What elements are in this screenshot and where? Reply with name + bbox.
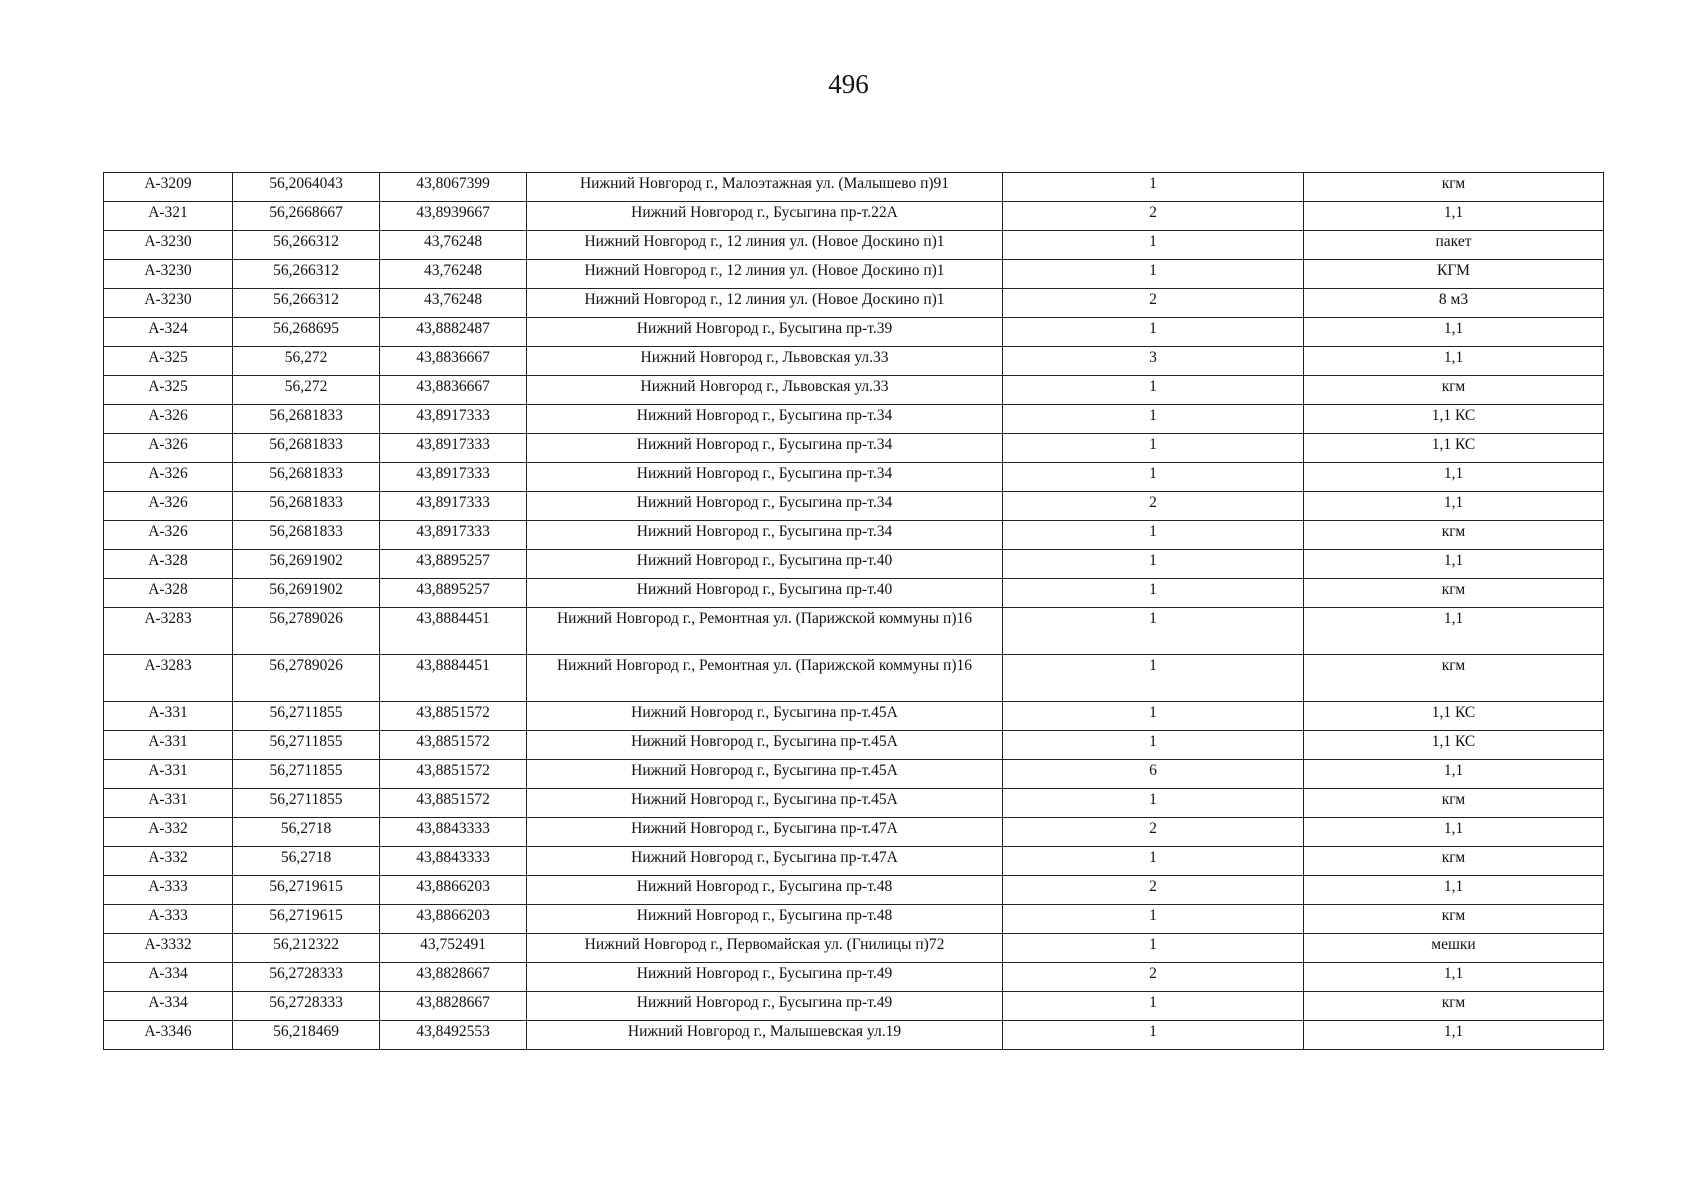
quantity-cell: 1	[1003, 702, 1304, 731]
address-cell: Нижний Новгород г., Бусыгина пр-т.49	[527, 992, 1003, 1021]
latitude-cell: 56,266312	[233, 260, 380, 289]
quantity-cell: 1	[1003, 608, 1304, 655]
quantity-cell: 2	[1003, 492, 1304, 521]
longitude-cell: 43,8866203	[380, 905, 527, 934]
table-row	[104, 492, 1604, 521]
longitude-cell: 43,8067399	[380, 173, 527, 202]
address-cell: Нижний Новгород г., Малоэтажная ул. (Малышево п)91	[527, 173, 1003, 202]
container-type-cell: 1,1	[1304, 876, 1604, 905]
container-type-cell: 1,1	[1304, 963, 1604, 992]
longitude-cell: 43,8851572	[380, 760, 527, 789]
latitude-cell: 56,2691902	[233, 579, 380, 608]
latitude-cell: 56,272	[233, 347, 380, 376]
longitude-cell: 43,76248	[380, 289, 527, 318]
table-row	[104, 405, 1604, 434]
address-cell: Нижний Новгород г., Бусыгина пр-т.40	[527, 579, 1003, 608]
table-row	[104, 202, 1604, 231]
address-cell: Нижний Новгород г., Бусыгина пр-т.47А	[527, 818, 1003, 847]
longitude-cell: 43,8828667	[380, 963, 527, 992]
container-type-cell: 1,1	[1304, 608, 1604, 655]
table-row	[104, 521, 1604, 550]
latitude-cell: 56,2711855	[233, 731, 380, 760]
table-row	[104, 760, 1604, 789]
table-row	[104, 434, 1604, 463]
site-id-cell: А-328	[104, 550, 233, 579]
container-type-cell: кгм	[1304, 847, 1604, 876]
address-cell: Нижний Новгород г., Бусыгина пр-т.22А	[527, 202, 1003, 231]
container-type-cell: 1,1	[1304, 550, 1604, 579]
address-cell: Нижний Новгород г., Бусыгина пр-т.47А	[527, 847, 1003, 876]
latitude-cell: 56,272	[233, 376, 380, 405]
table-row	[104, 702, 1604, 731]
container-type-cell: 1,1 КС	[1304, 405, 1604, 434]
quantity-cell: 1	[1003, 318, 1304, 347]
address-cell: Нижний Новгород г., Бусыгина пр-т.45А	[527, 731, 1003, 760]
site-id-cell: А-326	[104, 521, 233, 550]
quantity-cell: 1	[1003, 260, 1304, 289]
container-type-cell: мешки	[1304, 934, 1604, 963]
address-cell: Нижний Новгород г., Львовская ул.33	[527, 376, 1003, 405]
latitude-cell: 56,2691902	[233, 550, 380, 579]
longitude-cell: 43,8917333	[380, 521, 527, 550]
address-cell: Нижний Новгород г., Бусыгина пр-т.48	[527, 876, 1003, 905]
address-cell: Нижний Новгород г., Ремонтная ул. (Парижской коммуны п)16	[527, 608, 1003, 655]
address-cell: Нижний Новгород г., Бусыгина пр-т.34	[527, 434, 1003, 463]
table-row	[104, 318, 1604, 347]
site-id-cell: А-3346	[104, 1021, 233, 1050]
container-type-cell: 1,1	[1304, 760, 1604, 789]
quantity-cell: 1	[1003, 1021, 1304, 1050]
quantity-cell: 1	[1003, 434, 1304, 463]
latitude-cell: 56,2718	[233, 847, 380, 876]
container-sites-table	[103, 172, 1604, 1050]
container-type-cell: кгм	[1304, 905, 1604, 934]
address-cell: Нижний Новгород г., Львовская ул.33	[527, 347, 1003, 376]
table-row	[104, 992, 1604, 1021]
table-row	[104, 608, 1604, 655]
table-row	[104, 655, 1604, 702]
latitude-cell: 56,2728333	[233, 992, 380, 1021]
site-id-cell: А-3209	[104, 173, 233, 202]
quantity-cell: 1	[1003, 550, 1304, 579]
latitude-cell: 56,2681833	[233, 434, 380, 463]
address-cell: Нижний Новгород г., Бусыгина пр-т.45А	[527, 702, 1003, 731]
latitude-cell: 56,266312	[233, 231, 380, 260]
table-row	[104, 934, 1604, 963]
address-cell: Нижний Новгород г., Бусыгина пр-т.49	[527, 963, 1003, 992]
longitude-cell: 43,8851572	[380, 789, 527, 818]
latitude-cell: 56,2728333	[233, 963, 380, 992]
container-type-cell: кгм	[1304, 992, 1604, 1021]
quantity-cell: 1	[1003, 992, 1304, 1021]
longitude-cell: 43,8917333	[380, 434, 527, 463]
longitude-cell: 43,8843333	[380, 847, 527, 876]
site-id-cell: А-334	[104, 963, 233, 992]
site-id-cell: А-321	[104, 202, 233, 231]
container-type-cell: кгм	[1304, 521, 1604, 550]
quantity-cell: 1	[1003, 376, 1304, 405]
container-type-cell: КГМ	[1304, 260, 1604, 289]
table-row	[104, 579, 1604, 608]
container-type-cell: 1,1 КС	[1304, 434, 1604, 463]
quantity-cell: 1	[1003, 231, 1304, 260]
site-id-cell: А-331	[104, 760, 233, 789]
site-id-cell: А-324	[104, 318, 233, 347]
address-cell: Нижний Новгород г., Бусыгина пр-т.48	[527, 905, 1003, 934]
container-type-cell: 1,1	[1304, 347, 1604, 376]
quantity-cell: 1	[1003, 173, 1304, 202]
site-id-cell: А-325	[104, 347, 233, 376]
latitude-cell: 56,218469	[233, 1021, 380, 1050]
container-type-cell: 1,1	[1304, 463, 1604, 492]
table-row	[104, 376, 1604, 405]
container-type-cell: 1,1	[1304, 1021, 1604, 1050]
quantity-cell: 1	[1003, 521, 1304, 550]
latitude-cell: 56,2789026	[233, 608, 380, 655]
container-type-cell: пакет	[1304, 231, 1604, 260]
longitude-cell: 43,8895257	[380, 579, 527, 608]
longitude-cell: 43,8917333	[380, 463, 527, 492]
longitude-cell: 43,8492553	[380, 1021, 527, 1050]
site-id-cell: А-333	[104, 905, 233, 934]
quantity-cell: 1	[1003, 847, 1304, 876]
latitude-cell: 56,2719615	[233, 876, 380, 905]
quantity-cell: 6	[1003, 760, 1304, 789]
site-id-cell: А-326	[104, 434, 233, 463]
address-cell: Нижний Новгород г., Бусыгина пр-т.34	[527, 405, 1003, 434]
site-id-cell: А-334	[104, 992, 233, 1021]
table-row	[104, 260, 1604, 289]
table-row	[104, 231, 1604, 260]
page-number: 496	[828, 69, 869, 99]
site-id-cell: А-332	[104, 818, 233, 847]
address-cell: Нижний Новгород г., 12 линия ул. (Новое Доскино п)1	[527, 289, 1003, 318]
quantity-cell: 1	[1003, 405, 1304, 434]
longitude-cell: 43,8828667	[380, 992, 527, 1021]
container-type-cell: кгм	[1304, 579, 1604, 608]
table-row	[104, 847, 1604, 876]
address-cell: Нижний Новгород г., Первомайская ул. (Гнилицы п)72	[527, 934, 1003, 963]
container-type-cell: 1,1 КС	[1304, 702, 1604, 731]
latitude-cell: 56,2711855	[233, 789, 380, 818]
site-id-cell: А-326	[104, 492, 233, 521]
longitude-cell: 43,8884451	[380, 655, 527, 702]
table-row	[104, 173, 1604, 202]
address-cell: Нижний Новгород г., Ремонтная ул. (Парижской коммуны п)16	[527, 655, 1003, 702]
latitude-cell: 56,2681833	[233, 463, 380, 492]
latitude-cell: 56,2681833	[233, 492, 380, 521]
table-row	[104, 347, 1604, 376]
site-id-cell: А-328	[104, 579, 233, 608]
container-type-cell: кгм	[1304, 655, 1604, 702]
site-id-cell: А-331	[104, 702, 233, 731]
quantity-cell: 1	[1003, 463, 1304, 492]
table-row	[104, 1021, 1604, 1050]
address-cell: Нижний Новгород г., Бусыгина пр-т.39	[527, 318, 1003, 347]
site-id-cell: А-331	[104, 789, 233, 818]
site-id-cell: А-3230	[104, 231, 233, 260]
table-body	[104, 173, 1604, 1050]
latitude-cell: 56,2718	[233, 818, 380, 847]
latitude-cell: 56,2668667	[233, 202, 380, 231]
container-type-cell: кгм	[1304, 789, 1604, 818]
longitude-cell: 43,76248	[380, 231, 527, 260]
quantity-cell: 2	[1003, 202, 1304, 231]
quantity-cell: 1	[1003, 579, 1304, 608]
site-id-cell: А-3332	[104, 934, 233, 963]
longitude-cell: 43,8836667	[380, 347, 527, 376]
site-id-cell: А-326	[104, 463, 233, 492]
latitude-cell: 56,2681833	[233, 405, 380, 434]
container-type-cell: кгм	[1304, 376, 1604, 405]
address-cell: Нижний Новгород г., Бусыгина пр-т.34	[527, 521, 1003, 550]
longitude-cell: 43,8917333	[380, 405, 527, 434]
longitude-cell: 43,8884451	[380, 608, 527, 655]
quantity-cell: 3	[1003, 347, 1304, 376]
quantity-cell: 1	[1003, 731, 1304, 760]
site-id-cell: А-331	[104, 731, 233, 760]
container-type-cell: 1,1 КС	[1304, 731, 1604, 760]
site-id-cell: А-3230	[104, 289, 233, 318]
container-type-cell: 1,1	[1304, 202, 1604, 231]
latitude-cell: 56,266312	[233, 289, 380, 318]
longitude-cell: 43,8836667	[380, 376, 527, 405]
longitude-cell: 43,8882487	[380, 318, 527, 347]
site-id-cell: А-332	[104, 847, 233, 876]
address-cell: Нижний Новгород г., Бусыгина пр-т.34	[527, 492, 1003, 521]
site-id-cell: А-3230	[104, 260, 233, 289]
table-row	[104, 876, 1604, 905]
container-type-cell: кгм	[1304, 173, 1604, 202]
address-cell: Нижний Новгород г., Бусыгина пр-т.34	[527, 463, 1003, 492]
longitude-cell: 43,8939667	[380, 202, 527, 231]
address-cell: Нижний Новгород г., Малышевская ул.19	[527, 1021, 1003, 1050]
quantity-cell: 1	[1003, 905, 1304, 934]
quantity-cell: 1	[1003, 655, 1304, 702]
latitude-cell: 56,212322	[233, 934, 380, 963]
longitude-cell: 43,76248	[380, 260, 527, 289]
longitude-cell: 43,8895257	[380, 550, 527, 579]
quantity-cell: 2	[1003, 876, 1304, 905]
latitude-cell: 56,2711855	[233, 702, 380, 731]
site-id-cell: А-325	[104, 376, 233, 405]
longitude-cell: 43,8917333	[380, 492, 527, 521]
container-type-cell: 1,1	[1304, 318, 1604, 347]
container-type-cell: 1,1	[1304, 818, 1604, 847]
table-row	[104, 731, 1604, 760]
quantity-cell: 1	[1003, 934, 1304, 963]
latitude-cell: 56,2789026	[233, 655, 380, 702]
latitude-cell: 56,2719615	[233, 905, 380, 934]
latitude-cell: 56,268695	[233, 318, 380, 347]
container-type-cell: 8 м3	[1304, 289, 1604, 318]
address-cell: Нижний Новгород г., Бусыгина пр-т.45А	[527, 760, 1003, 789]
address-cell: Нижний Новгород г., 12 линия ул. (Новое Доскино п)1	[527, 231, 1003, 260]
longitude-cell: 43,8851572	[380, 702, 527, 731]
table-row	[104, 463, 1604, 492]
quantity-cell: 1	[1003, 789, 1304, 818]
address-cell: Нижний Новгород г., 12 линия ул. (Новое Доскино п)1	[527, 260, 1003, 289]
latitude-cell: 56,2064043	[233, 173, 380, 202]
table-row	[104, 789, 1604, 818]
site-id-cell: А-3283	[104, 655, 233, 702]
table-row	[104, 963, 1604, 992]
longitude-cell: 43,8866203	[380, 876, 527, 905]
container-type-cell: 1,1	[1304, 492, 1604, 521]
quantity-cell: 2	[1003, 818, 1304, 847]
table-row	[104, 550, 1604, 579]
address-cell: Нижний Новгород г., Бусыгина пр-т.40	[527, 550, 1003, 579]
latitude-cell: 56,2681833	[233, 521, 380, 550]
site-id-cell: А-333	[104, 876, 233, 905]
table-row	[104, 818, 1604, 847]
table-row	[104, 905, 1604, 934]
site-id-cell: А-3283	[104, 608, 233, 655]
site-id-cell: А-326	[104, 405, 233, 434]
latitude-cell: 56,2711855	[233, 760, 380, 789]
longitude-cell: 43,752491	[380, 934, 527, 963]
longitude-cell: 43,8851572	[380, 731, 527, 760]
table-row	[104, 289, 1604, 318]
quantity-cell: 2	[1003, 963, 1304, 992]
quantity-cell: 2	[1003, 289, 1304, 318]
address-cell: Нижний Новгород г., Бусыгина пр-т.45А	[527, 789, 1003, 818]
longitude-cell: 43,8843333	[380, 818, 527, 847]
